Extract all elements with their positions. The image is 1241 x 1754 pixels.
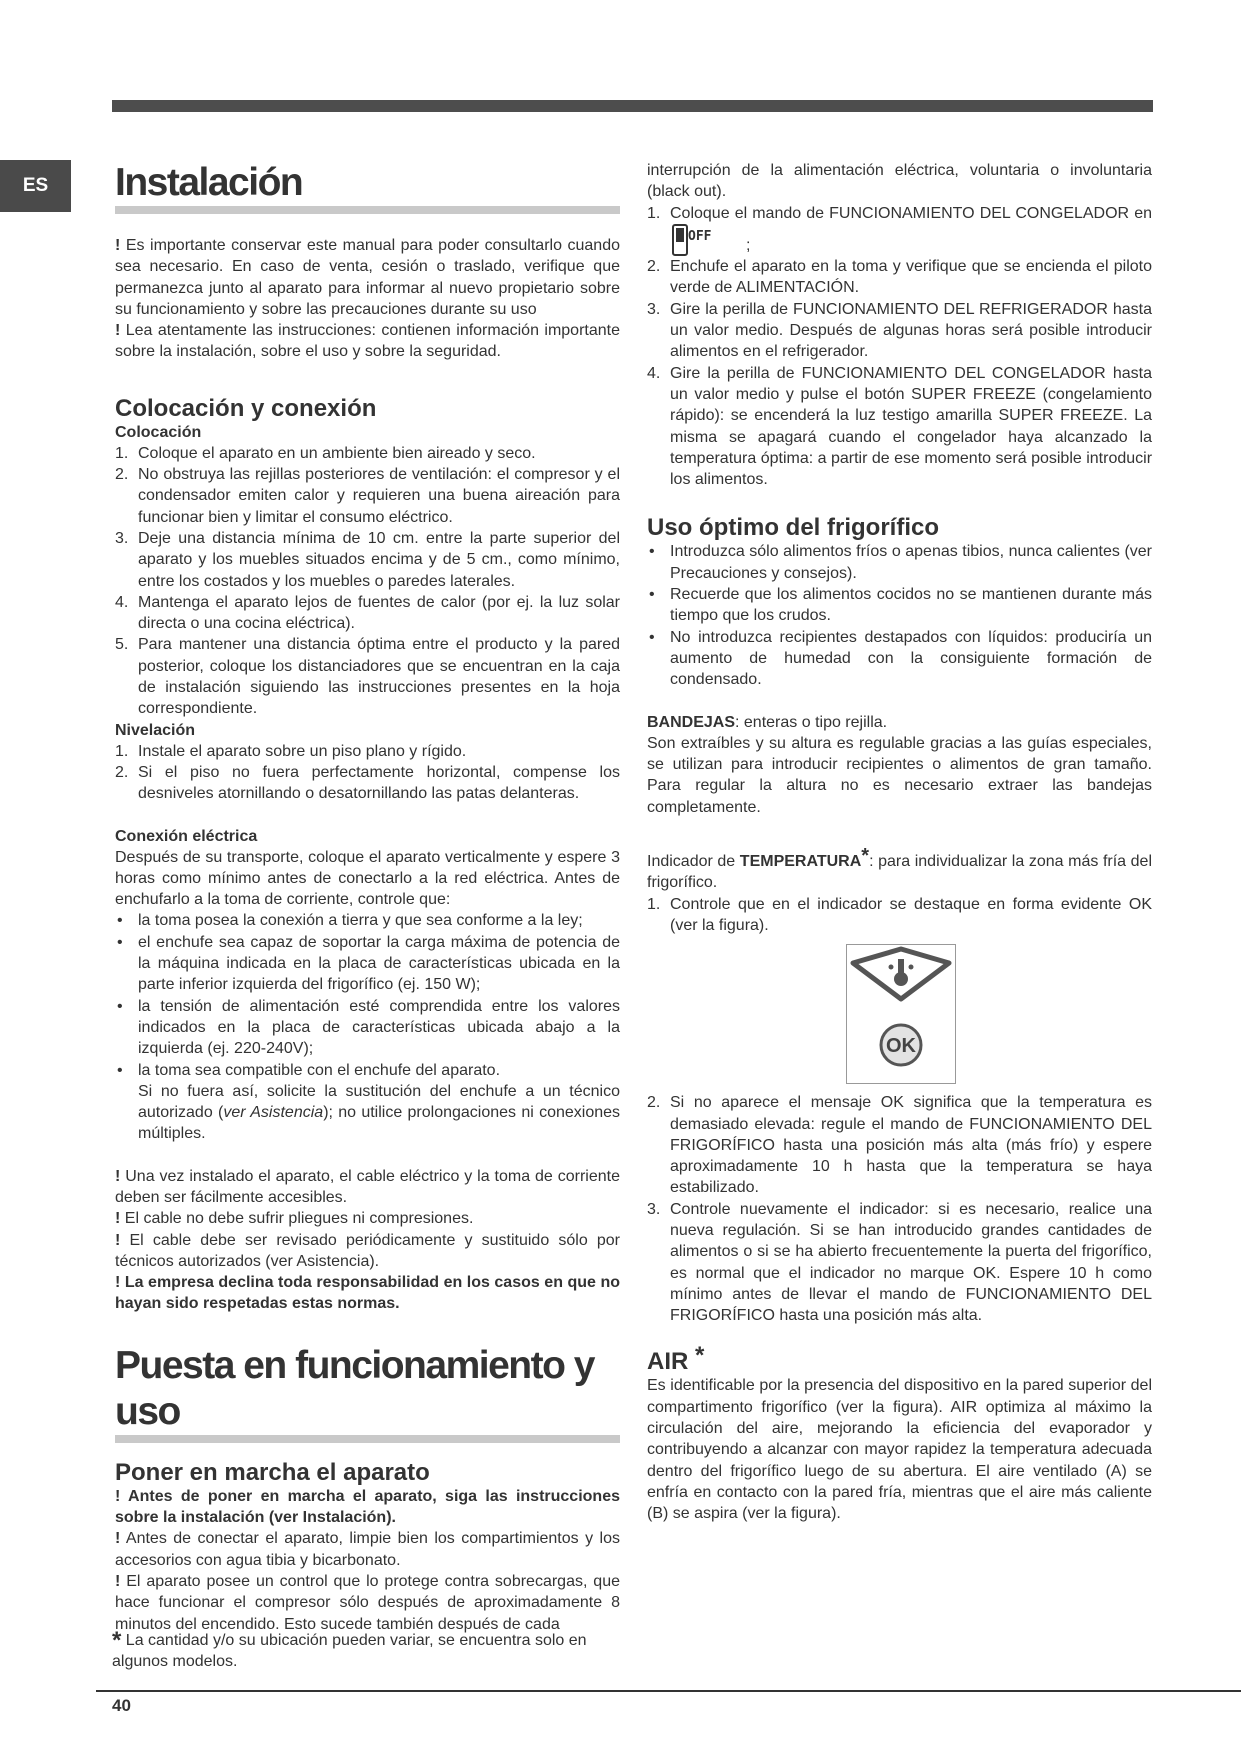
section-title-instalacion: Instalación <box>115 160 620 214</box>
nivelacion-list <box>115 741 620 805</box>
list-item: 3. Controle nuevamente el indicador: si es necesario, realice una nueva regulación. Si se han introducido grandes cantidades de alimentos o si se ha abierto frecuentemente la puerta del frigorífico, es normal que el indicador no marque OK. Espere 10 h como mínimo antes de llevar el mando de FUNCIONAMIENTO DEL FRIGORÍFICO hasta una posición más alta. <box>647 1200 1152 1325</box>
bottom-rule <box>96 1690 1241 1692</box>
conexion-paragraph: Después de su transporte, coloque el aparato verticalmente y espere 3 horas como mínimo antes de conectarlo a la red eléctrica. Antes de enchufarlo a la toma de corriente, controle que: <box>115 848 620 909</box>
heading-air: AIR * <box>647 1342 705 1376</box>
freezer-knob-icon <box>672 224 688 256</box>
list-item: • la toma sea compatible con el enchufe del aparato. <box>115 1060 620 1081</box>
warning-4: ! La empresa declina toda responsabilidad en los casos en que no hayan sido respetadas estas normas. <box>115 1274 620 1313</box>
colocacion-list <box>115 443 620 720</box>
bandejas-paragraph: Son extraíbles y su altura es regulable gracias a las guías especiales, se utilizan para introducir recipientes o alimentos de gran tamaño. Para regular la altura no es necesario extraer las bandejas completamente. <box>647 734 1152 816</box>
bandejas-line: BANDEJAS: enteras o tipo rejilla. <box>647 713 888 731</box>
list-item: • la toma posea la conexión a tierra y que sea conforme a la ley; <box>115 910 620 931</box>
subheading-nivelacion: Nivelación <box>115 721 196 739</box>
poner-bold-note: ! Antes de poner en marcha el aparato, siga las instrucciones sobre la instalación (ver Instalación). <box>115 1487 620 1527</box>
subheading-colocacion: Colocación <box>115 423 202 441</box>
temperature-indicator-icon <box>847 945 955 1083</box>
list-item: 2. Si el piso no fuera perfectamente horizontal, compense los desniveles atornillando o desatornillando las patas delanteras. <box>115 763 620 803</box>
temperature-indicator-figure <box>846 944 956 1084</box>
warning-3: ! El cable debe ser revisado periódicamente y sustituido sólo por técnicos autorizados (ver Asistencia). <box>115 1231 620 1270</box>
ok-label: OK <box>886 1035 916 1058</box>
list-item: 4. Gire la perilla de FUNCIONAMIENTO DEL CONGELADOR hasta un valor medio y pulse el botón SUPER FREEZE (congelamiento rápido): se encenderá la luz testigo amarilla SUPER FREEZE. La misma se apagará cuando el congelador haya alcanzado la temperatura óptima: a partir de ese momento será posible introducir los alimentos. <box>647 364 1153 489</box>
list-item: 3. Gire la perilla de FUNCIONAMIENTO DEL REFRIGERADOR hasta un valor medio. Después de algunas horas será posible introducir alimentos en el refrigerador. <box>647 300 1152 361</box>
startup-steps <box>647 256 1152 490</box>
heading-uso-optimo: Uso óptimo del frigorífico <box>647 514 939 542</box>
uso-bullets <box>647 541 1152 690</box>
language-tab: ES <box>0 160 71 212</box>
list-item: 1. Coloque el aparato en un ambiente bien aireado y seco. <box>115 444 536 462</box>
temperatura-paragraph: Indicador de TEMPERATURA*: para individualizar la zona más fría del frigorífico. <box>647 845 1152 892</box>
air-paragraph: Es identificable por la presencia del dispositivo en la pared superior del compartimento frigorífico (ver la figura). AIR optimiza al máximo la circulación del aire, mejorando la eficiencia del evaporador y contribuyendo a alcanzar con mayor rapidez la temperatura adecuada dentro del frigorífico luego de su abertura. El aire ventilado (A) se enfría en contacto con la pared fría, mientras que el aire más caliente (B) se aspira (ver la figura). <box>647 1377 1152 1523</box>
list-item: • el enchufe sea capaz de soportar la carga máxima de potencia de la máquina indicada en la placa de características ubicada en la parte inferior izquierda del frigorífico (ej. 150 W); <box>115 932 620 996</box>
intro-paragraph-2: ! Lea atentamente las instrucciones: contienen información importante sobre la instalación, sobre el uso y sobre la seguridad. <box>115 322 620 361</box>
page-number: 40 <box>112 1696 131 1715</box>
list-item: 2. Si no aparece el mensaje OK significa que la temperatura es demasiado elevada: regule el mando de FUNCIONAMIENTO DEL FRIGORÍFICO hasta una posición más alta (más frío) y espere aproximadamente 10 h hasta que la temperatura se haya estabilizado. <box>647 1094 1152 1197</box>
list-item: 3. Deje una distancia mínima de 10 cm. entre la parte superior del aparato y los muebles situados encima y de 5 cm., como mínimo, entre los costados y los muebles o paredes laterales. <box>115 529 620 590</box>
heading-colocacion-conexion: Colocación y conexión <box>115 394 377 422</box>
footnote: * La cantidad y/o su ubicación pueden variar, se encuentra solo en algunos modelos. <box>112 1627 587 1670</box>
list-item: 1. Instale el aparato sobre un piso plano y rígido. <box>115 742 467 760</box>
list-item: 2. Enchufe el aparato en la toma y verifique que se encienda el piloto verde de ALIMENTACIÓN. <box>647 258 1152 297</box>
top-rule <box>112 100 1153 112</box>
right-column <box>647 160 1152 1525</box>
warning-2: ! El cable no debe sufrir pliegues ni compresiones. <box>115 1210 474 1228</box>
continuation-paragraph: interrupción de la alimentación eléctrica, voluntaria o involuntaria (black out). <box>647 162 1152 201</box>
poner-paragraph-1: ! Antes de conectar el aparato, limpie bien los compartimientos y los accesorios con agua tibia y bicarbonato. <box>115 1530 620 1569</box>
step-1: 1. Coloque el mando de FUNCIONAMIENTO DEL CONGELADOR en $^{OFF}$ ; <box>647 204 1152 254</box>
temperature-steps <box>647 1092 1152 1326</box>
heading-poner-en-marcha: Poner en marcha el aparato <box>115 1458 430 1486</box>
warning-1: ! Una vez instalado el aparato, el cable eléctrico y la toma de corriente deben ser fácilmente accesibles. <box>115 1167 620 1206</box>
list-item: 4. Mantenga el aparato lejos de fuentes de calor (por ej. la luz solar directa o una cocina eléctrica). <box>115 593 620 633</box>
list-item: • Recuerde que los alimentos cocidos no se mantienen durante más tiempo que los crudos. <box>647 584 1152 627</box>
list-item: • la tensión de alimentación esté comprendida entre los valores indicados en la placa de características ubicada abajo a la izquierda (ej. 220-240V); <box>115 996 620 1060</box>
subheading-conexion-electrica: Conexión eléctrica <box>115 827 258 845</box>
left-column <box>115 160 620 1635</box>
temp-step-1: 1. Controle que en el indicador se destaque en forma evidente OK (ver la figura). <box>647 895 1152 934</box>
list-item: • No introduzca recipientes destapados con líquidos: produciría un aumento de humedad con la consiguiente formación de condensado. <box>647 627 1152 691</box>
list-item: 5. Para mantener una distancia óptima entre el producto y la pared posterior, coloque los distanciadores que se encuentran en la caja de instalación siguiendo las instrucciones presentes en la hoja correspondiente. <box>115 636 620 718</box>
intro-paragraph-1: ! Es importante conservar este manual para poder consultarlo cuando sea necesario. En caso de venta, cesión o traslado, verifique que permanezca junto al aparato para informar al nuevo propietario sobre su funcionamiento y sobre las precauciones durante su uso <box>115 237 620 318</box>
list-item: 2. No obstruya las rejillas posteriores de ventilación: el compresor y el condensador emiten calor y requieren una buena aireación para funcionar bien y limitar el consumo eléctrico. <box>115 466 620 526</box>
list-item: • Introduzca sólo alimentos fríos o apenas tibios, nunca calientes (ver Precauciones y consejos). <box>647 541 1152 584</box>
poner-paragraph-2: ! El aparato posee un control que lo protege contra sobrecargas, que hace funcionar el compresor sólo después de aproximadamente 8 minutos del encendido. Esto sucede también después de cada <box>115 1572 620 1633</box>
section-title-puesta: Puesta en funcionamiento y uso <box>115 1343 620 1443</box>
conexion-bullets <box>115 910 620 1080</box>
conexion-extra: Si no fuera así, solicite la sustitución del enchufe a un técnico autorizado (ver Asistencia); no utilice prolongaciones ni conexiones múltiples. <box>138 1082 621 1143</box>
